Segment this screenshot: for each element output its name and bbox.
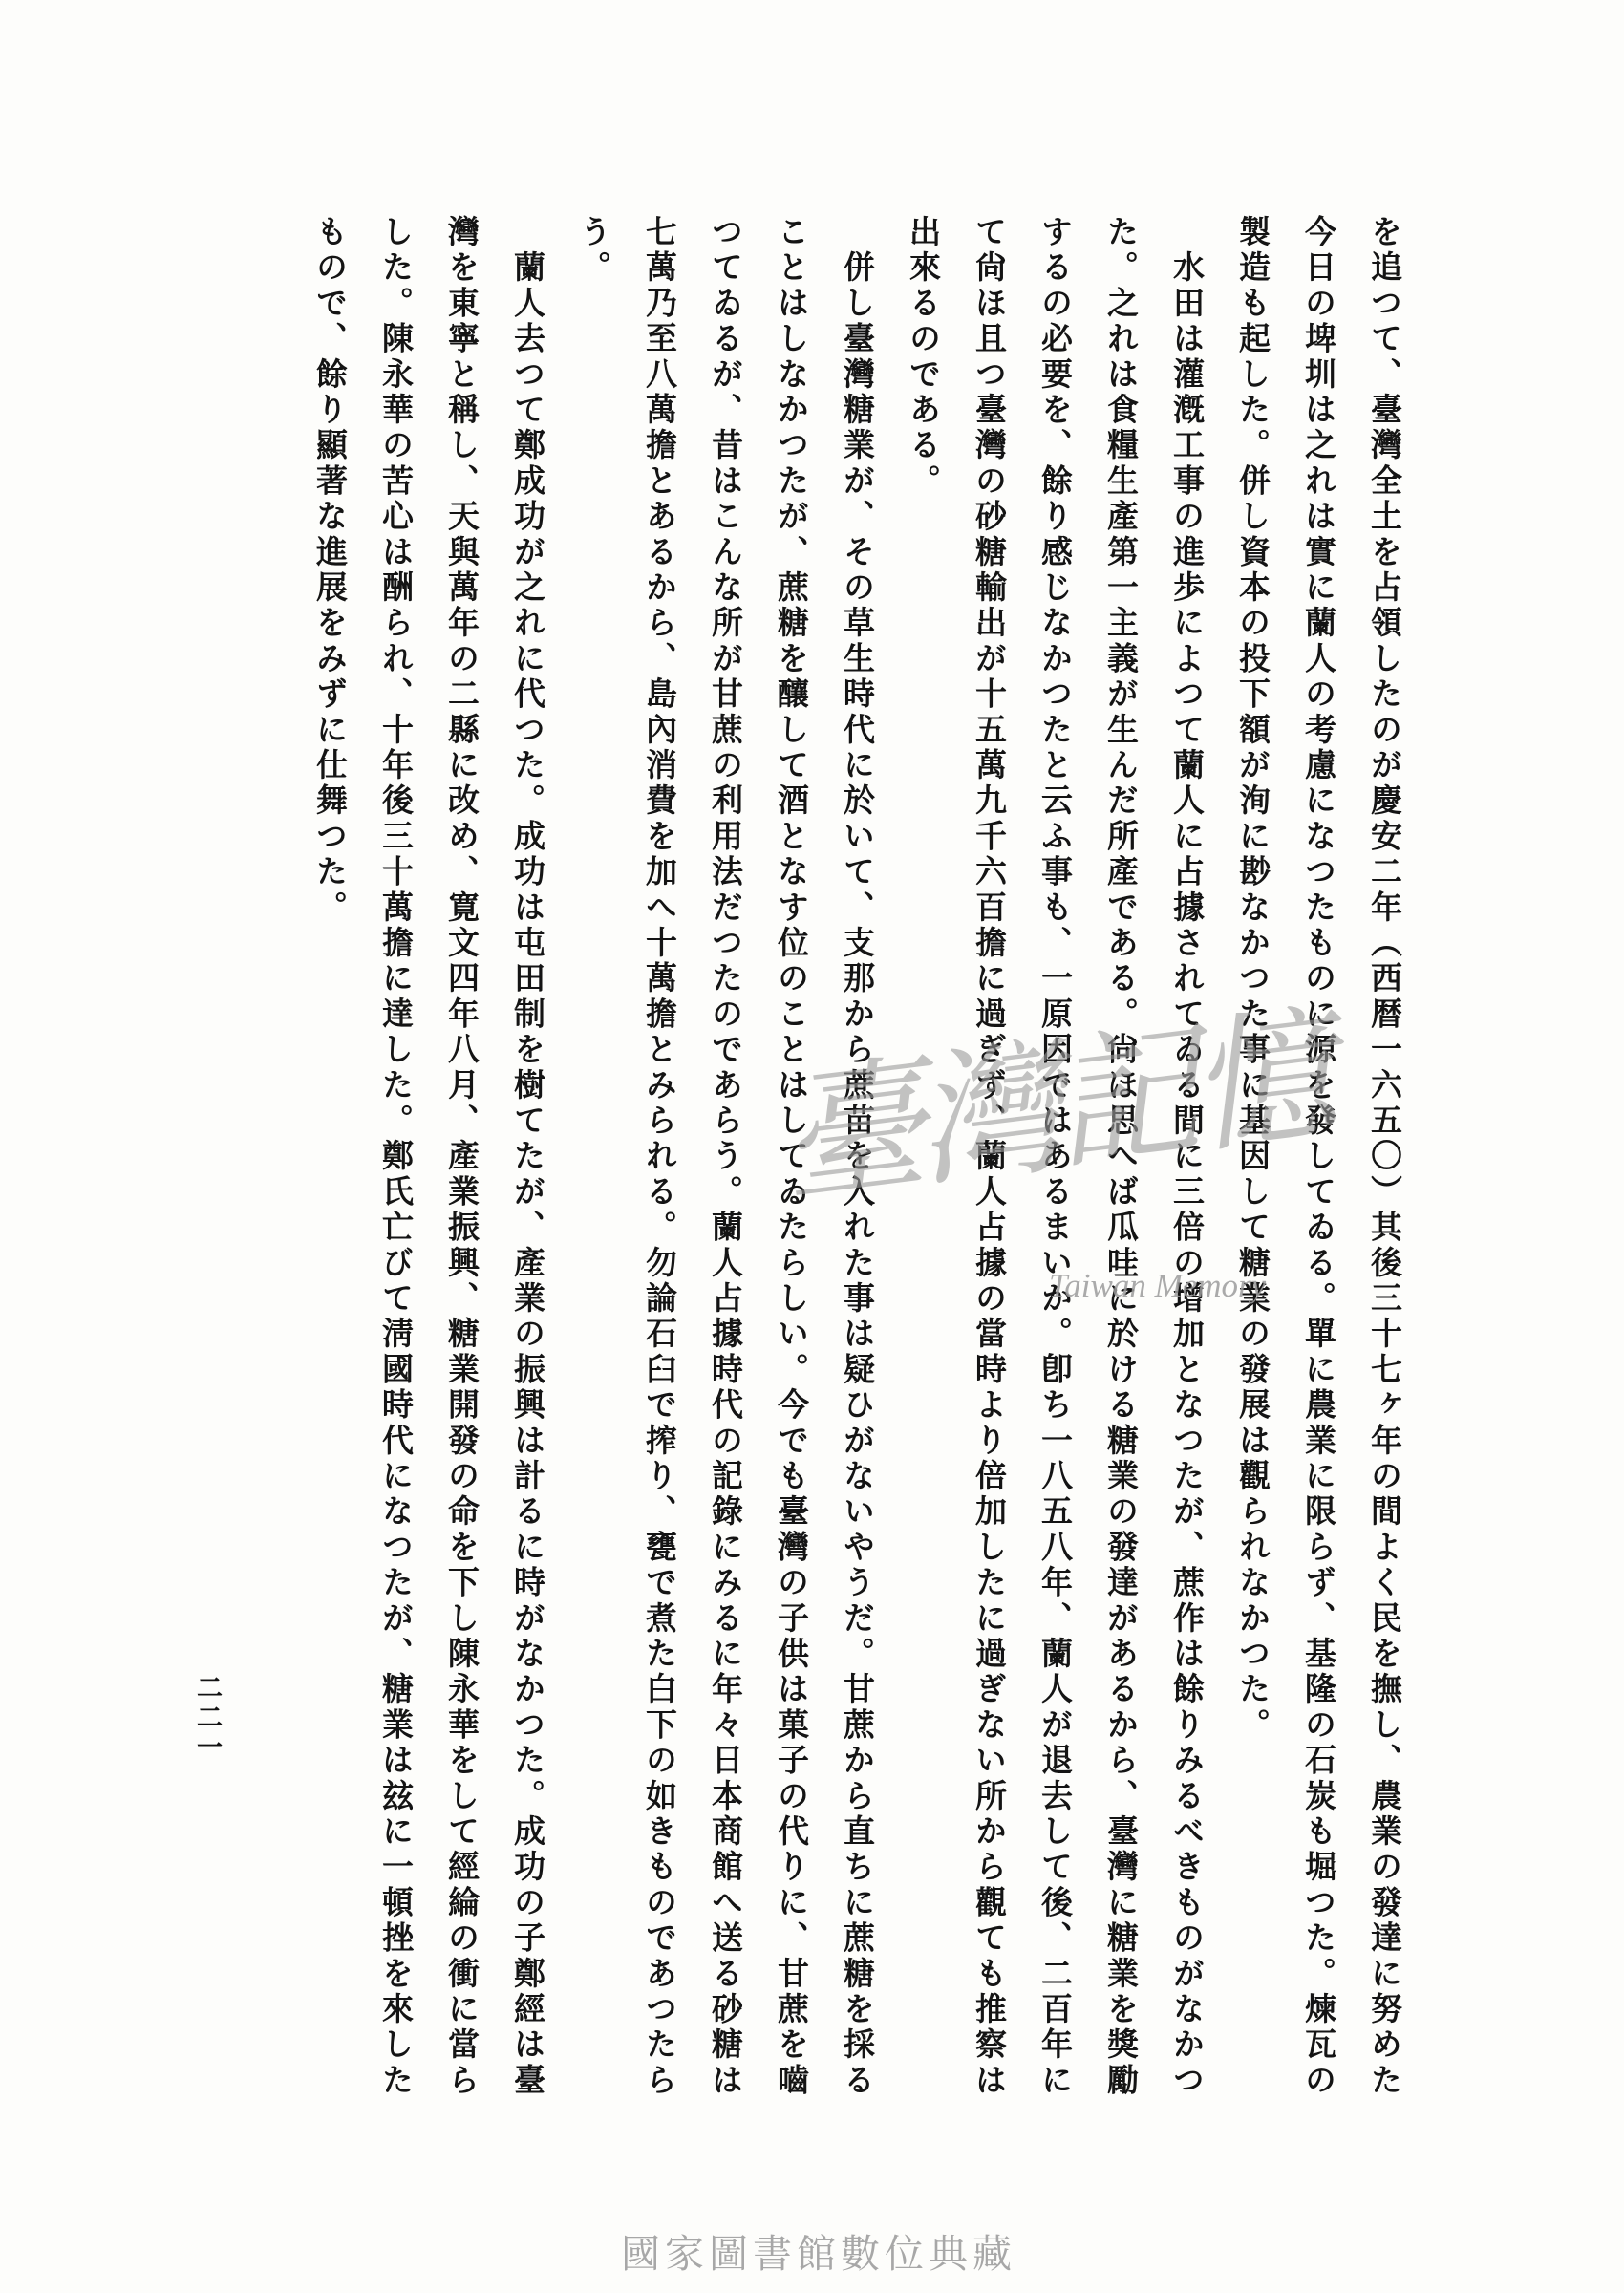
- watermark-latin-text: Taiwan Memory: [1049, 1267, 1267, 1304]
- text-column: 水田は灌漑工事の進歩によつて蘭人に占據されてゐる間に三倍の增加となつたが、蔗作は餘りみるべきものがなかつ: [1168, 215, 1206, 2099]
- text-column: した。陳永華の苦心は酬られ、十年後三十萬擔に達した。鄭氏亡びて淸國時代になつたが、糖業は玆に一頓挫を來した: [377, 215, 415, 2099]
- text-column: 蘭人去つて鄭成功が之れに代つた。成功は屯田制を樹てたが、產業の振興は計るに時がなかつた。成功の子鄭經は臺: [509, 215, 546, 2099]
- page-number: 二二一: [192, 1674, 222, 1763]
- text-column: 今日の埤圳は之れは實に蘭人の考慮になつたものに源を發してゐる。單に農業に限らず、基隆の石炭も堀つた。煉瓦の: [1300, 215, 1337, 2099]
- text-column: 併し臺灣糖業が、その草生時代に於いて、支那から蔗苗を入れた事は疑ひがないやうだ。甘蔗から直ちに蔗糖を採る: [839, 215, 876, 2099]
- text-column: ことはしなかつたが、蔗糖を釀して酒となす位のことはしてゐたらしい。今でも臺灣の子供は菓子の代りに、甘蔗を嚙: [773, 215, 810, 2099]
- text-column: 七萬乃至八萬擔とあるから、島內消費を加へ十萬擔とみられる。勿論石臼で搾り、甕で煮た白下の如きものであつたら: [641, 215, 678, 2099]
- watermark-cjk-text: 臺灣記憶: [769, 990, 1337, 1225]
- text-column: て尙ほ且つ臺灣の砂糖輸出が十五萬九千六百擔に過ぎず、蘭人占據の當時より倍加したに過ぎない所から觀ても推察は: [971, 215, 1008, 2099]
- body-text-block: [286, 215, 1418, 2102]
- text-column: 出來るのである。: [905, 215, 942, 500]
- text-column: するの必要を、餘り感じなかつたと云ふ事も、一原因ではあるまいか。卽ち一八五八年、蘭人が退去して後、二百年に: [1036, 215, 1074, 2099]
- text-column: もので、餘り顯著な進展をみずに仕舞つた。: [311, 215, 349, 926]
- text-column: 製造も起した。併し資本の投下額が洵に尠なかつた事に基因して糖業の發展は觀られなかつた。: [1234, 215, 1271, 1744]
- text-column: つてゐるが、昔はこんな所が甘蔗の利用法だつたのであらう。蘭人占據時代の記錄にみるに年々日本商館へ送る砂糖は: [707, 215, 744, 2099]
- text-column: う。: [575, 215, 612, 287]
- text-column: 灣を東寧と稱し、天與萬年の二縣に改め、寛文四年八月、產業振興、糖業開發の命を下し陳永華をして經綸の衝に當ら: [443, 215, 481, 2099]
- text-column: を追つて、臺灣全土を占領したのが慶安二年（西暦一六五〇）其後三十七ヶ年の間よく民を撫し、農業の發達に努めた: [1366, 215, 1403, 2099]
- library-footer-caption: 國家圖書館數位典藏: [621, 2232, 1016, 2276]
- text-column: た。之れは食糧生產第一主義が生んだ所產である。尙ほ思へば瓜哇に於ける糖業の發達があるから、臺灣に糖業を獎勵: [1102, 215, 1140, 2099]
